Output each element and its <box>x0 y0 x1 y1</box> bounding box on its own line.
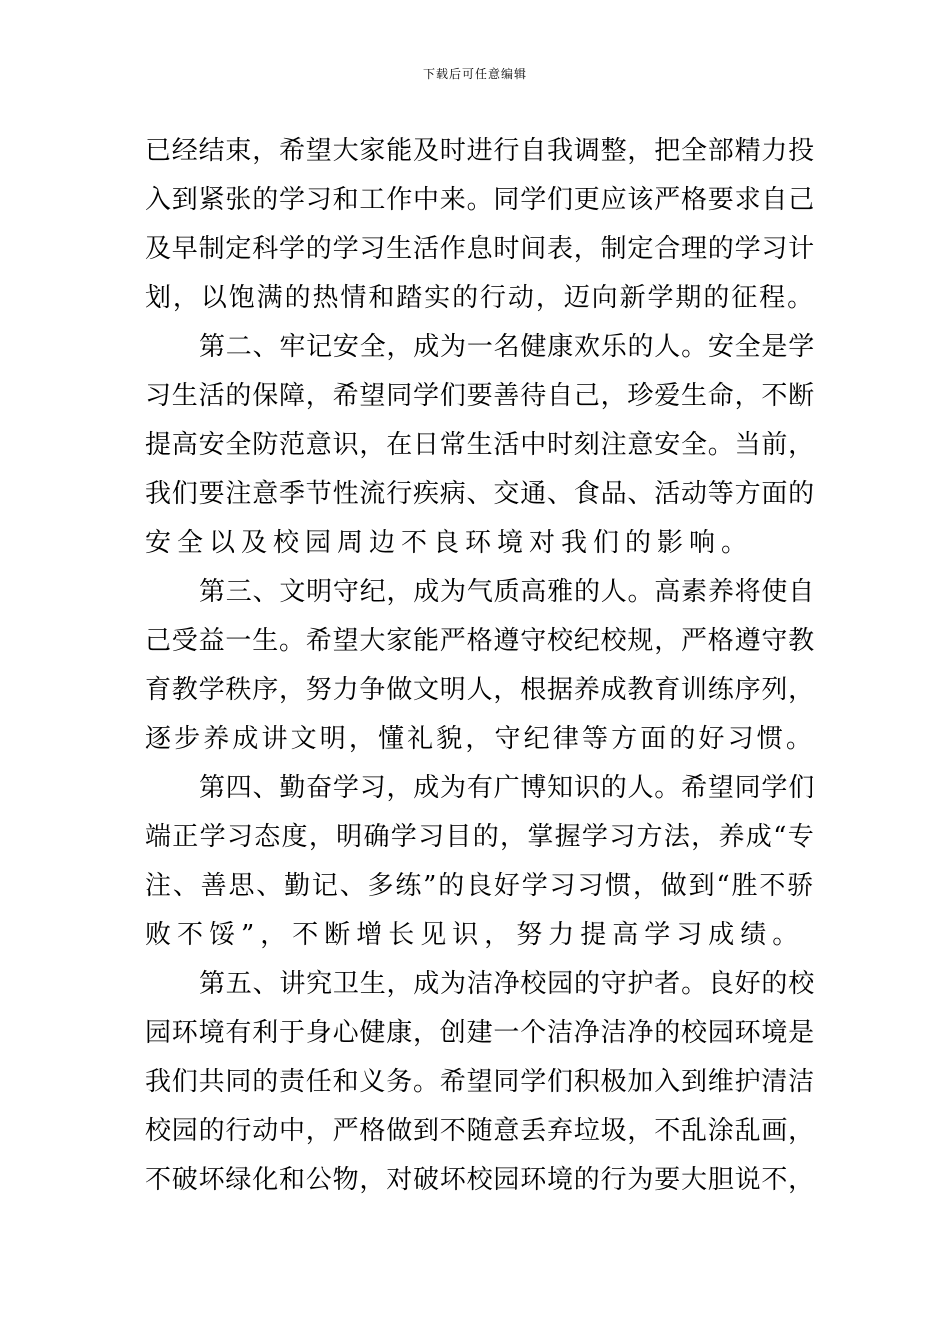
text-line: 我们共同的责任和义务。希望同学们积极加入到维护清洁 <box>145 1067 815 1097</box>
text-line: 安全以及校园周边不良环境对我们的影响。 <box>145 528 754 558</box>
text-line: 提高安全防范意识，在日常生活中时刻注意安全。当前， <box>145 430 815 460</box>
paragraph-first-line: 第四、勤奋学习，成为有广博知识的人。希望同学们 <box>199 773 815 803</box>
text-line: 逐步养成讲文明，懂礼貌，守纪律等方面的好习惯。 <box>145 724 815 754</box>
text-line: 育教学秩序，努力争做文明人，根据养成教育训练序列， <box>145 675 815 705</box>
text-line: 端正学习态度，明确学习目的，掌握学习方法，养成“专 <box>145 822 815 852</box>
text-line: 及早制定科学的学习生活作息时间表，制定合理的学习计 <box>145 234 815 264</box>
text-line: 园环境有利于身心健康，创建一个洁净洁净的校园环境是 <box>145 1018 815 1048</box>
text-line: 入到紧张的学习和工作中来。同学们更应该严格要求自己 <box>145 185 815 215</box>
text-line: 已经结束，希望大家能及时进行自我调整，把全部精力投 <box>145 136 815 166</box>
text-line: 注、善思、勤记、多练”的良好学习习惯，做到“胜不骄 <box>145 871 815 901</box>
document-body <box>145 127 815 1205</box>
text-line: 败不馁”，不断增长见识，努力提高学习成绩。 <box>145 920 805 950</box>
page-header: 下载后可任意编辑 <box>422 67 527 81</box>
text-line: 校园的行动中，严格做到不随意丢弃垃圾，不乱涂乱画， <box>145 1116 815 1146</box>
paragraph-first-line: 第三、文明守纪，成为气质高雅的人。高素养将使自 <box>199 577 815 607</box>
text-line: 我们要注意季节性流行疾病、交通、食品、活动等方面的 <box>145 479 815 509</box>
paragraph-first-line: 第五、讲究卫生，成为洁净校园的守护者。良好的校 <box>199 969 815 999</box>
text-line: 己受益一生。希望大家能严格遵守校纪校规，严格遵守教 <box>145 626 815 656</box>
paragraph-first-line: 第二、牢记安全，成为一名健康欢乐的人。安全是学 <box>199 332 815 362</box>
text-line: 划，以饱满的热情和踏实的行动，迈向新学期的征程。 <box>145 283 815 313</box>
text-line: 不破坏绿化和公物，对破坏校园环境的行为要大胆说不， <box>145 1165 815 1195</box>
text-line: 习生活的保障，希望同学们要善待自己，珍爱生命，不断 <box>145 381 815 411</box>
